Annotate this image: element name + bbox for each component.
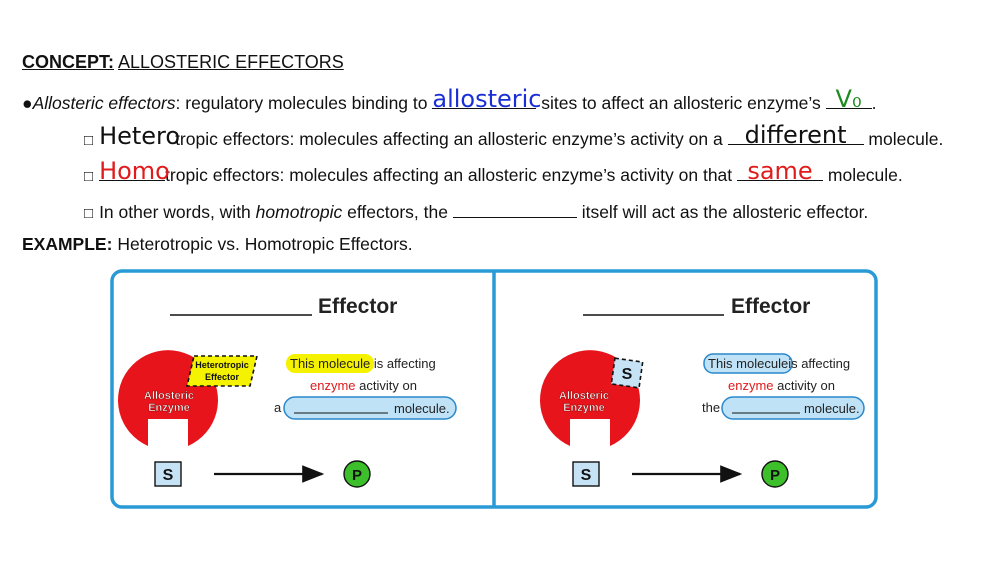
blank-same [737, 157, 823, 185]
example-line [22, 233, 413, 255]
concept-title: ALLOSTERIC EFFECTORS [118, 52, 344, 72]
sub-item-other-words [84, 197, 868, 225]
right-desc-prefix: the [702, 400, 721, 415]
left-substrate-label: S [162, 467, 174, 484]
example-text: Heterotropic vs. Homotropic Effectors. [117, 234, 413, 254]
left-product-label: P [351, 467, 363, 484]
other-text-2: effectors, the [342, 202, 453, 222]
right-desc-line-1 [708, 356, 850, 371]
homotropic-effector-label: S [621, 366, 633, 383]
right-desc-rest: is affecting [788, 356, 851, 371]
concept-label: CONCEPT: [22, 52, 115, 72]
right-desc-line-2 [728, 378, 835, 393]
blank-v0 [826, 85, 872, 113]
bullet-allosteric-effectors [22, 85, 877, 114]
concept-heading [22, 51, 344, 73]
answer-v0: V₀ [835, 85, 862, 113]
bullet-marker: ● [22, 93, 33, 113]
left-title: Effector [318, 295, 398, 318]
answer-hetero: Hetero [99, 122, 181, 150]
left-desc-highlight: This molecule [290, 356, 371, 371]
blank-different [728, 121, 864, 149]
heterotropic-effector-label-1: Heterotropic [195, 360, 249, 370]
answer-different: different [744, 121, 847, 149]
homo-text-2: molecule. [823, 165, 903, 185]
other-text-1: In other words, with [99, 202, 256, 222]
right-enzyme-label-2: Enzyme [563, 402, 605, 414]
bullet-text-1: : regulatory molecules binding to [175, 93, 433, 113]
right-desc-activity: activity on [773, 378, 835, 393]
bullet-text-2: sites to affect an allosteric enzyme’s [536, 93, 826, 113]
other-text-3: itself will act as the allosteric effector. [576, 202, 869, 222]
blank-hetero [99, 122, 181, 150]
hetero-text-2: molecule. [863, 129, 944, 149]
right-substrate-label: S [580, 467, 592, 484]
left-enzyme-label-2: Enzyme [148, 402, 190, 414]
other-term: homotropic [255, 202, 343, 222]
homo-text-1: tropic effectors: molecules affecting an allosteric enzyme’s activity on that [165, 165, 738, 185]
right-title: Effector [731, 295, 811, 318]
left-desc-suffix: molecule. [394, 401, 450, 416]
left-desc-prefix: a [274, 400, 282, 415]
right-product-label: P [769, 467, 781, 484]
checkbox-icon: □ [84, 205, 94, 222]
blank-allosteric [432, 85, 542, 113]
left-desc-line-2 [310, 378, 417, 393]
answer-homo: Homo [99, 157, 170, 185]
example-label: EXAMPLE: [22, 234, 113, 254]
left-desc-red: enzyme [310, 378, 356, 393]
right-desc-highlight: This molecule [708, 356, 789, 371]
effector-diagram [110, 269, 878, 509]
left-enzyme-label-1: Allosteric [143, 390, 195, 402]
left-desc-rest: is affecting [370, 356, 436, 371]
hetero-text-1: tropic effectors: molecules affecting an allosteric enzyme’s activity on a [175, 129, 728, 149]
blank-homo [99, 157, 170, 185]
answer-allosteric: allosteric [432, 85, 542, 113]
bullet-term: Allosteric effectors [32, 93, 176, 113]
right-desc-suffix: molecule. [804, 401, 860, 416]
checkbox-icon: □ [84, 168, 94, 185]
blank-substrate [453, 197, 577, 218]
left-desc-activity: activity on [355, 378, 417, 393]
answer-same: same [747, 157, 813, 185]
left-desc-line-1 [290, 356, 436, 371]
sub-item-heterotropic [84, 121, 944, 152]
right-enzyme-label-1: Allosteric [558, 390, 610, 402]
sub-item-homotropic [84, 157, 903, 188]
right-desc-red: enzyme [728, 378, 774, 393]
bullet-text-3: . [871, 93, 877, 113]
checkbox-icon: □ [84, 132, 94, 149]
heterotropic-effector-label-2: Effector [204, 372, 240, 382]
